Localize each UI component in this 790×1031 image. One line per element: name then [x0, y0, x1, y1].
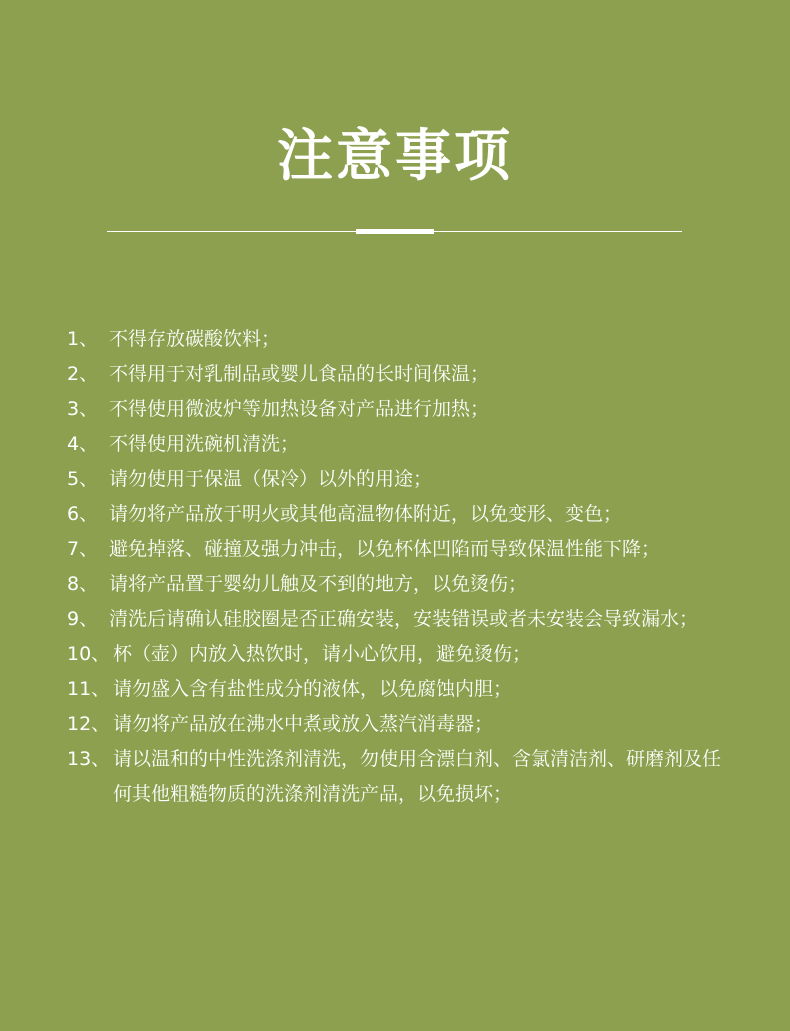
item-text: 避免掉落、碰撞及强力冲击，以免杯体凹陷而导致保温性能下降；: [109, 538, 661, 560]
item-text: 不得使用微波炉等加热设备对产品进行加热；: [109, 398, 490, 420]
item-number: 11、: [67, 678, 111, 700]
item-number: 3、: [67, 398, 99, 420]
list-item: [67, 602, 737, 637]
list-item: [67, 672, 737, 707]
title-divider-accent: [356, 229, 434, 234]
list-item: [67, 742, 737, 812]
list-item: [67, 462, 737, 497]
list-item: [67, 707, 737, 742]
item-text: 不得使用洗碗机清洗；: [109, 433, 300, 455]
page-title: 注意事项: [277, 124, 513, 189]
item-text: 请勿使用于保温（保冷）以外的用途；: [109, 468, 433, 490]
item-number: 2、: [67, 363, 99, 385]
item-text: 清洗后请确认硅胶圈是否正确安装，安装错误或者未安装会导致漏水；: [109, 608, 699, 630]
list-item: [67, 322, 737, 357]
list-item: [67, 427, 737, 462]
item-number: 10、: [67, 643, 111, 665]
item-text: 请以温和的中性洗涤剂清洗，勿使用含漂白剂、含氯清洁剂、研磨剂及任何其他粗糙物质的洗涤剂清洗产品，以免损坏；: [113, 748, 722, 805]
list-item: [67, 497, 737, 532]
item-text: 请勿将产品放于明火或其他高温物体附近，以免变形、变色；: [109, 503, 623, 525]
list-item: [67, 567, 737, 602]
item-number: 13、: [67, 748, 111, 770]
item-text: 请勿将产品放在沸水中煮或放入蒸汽消毒器；: [113, 713, 494, 735]
item-number: 12、: [67, 713, 111, 735]
notice-list: [67, 322, 737, 812]
item-text: 杯（壶）内放入热饮时，请小心饮用，避免烫伤；: [113, 643, 532, 665]
list-item: [67, 532, 737, 567]
item-number: 9、: [67, 608, 99, 630]
item-text: 请勿盛入含有盐性成分的液体，以免腐蚀内胆；: [113, 678, 513, 700]
item-number: 4、: [67, 433, 99, 455]
item-number: 1、: [67, 328, 99, 350]
list-item: [67, 637, 737, 672]
item-text: 不得用于对乳制品或婴儿食品的长时间保温；: [109, 363, 490, 385]
list-item: [67, 357, 737, 392]
item-number: 8、: [67, 573, 99, 595]
item-number: 6、: [67, 503, 99, 525]
item-text: 请将产品置于婴幼儿触及不到的地方，以免烫伤；: [109, 573, 528, 595]
item-text: 不得存放碳酸饮料；: [109, 328, 281, 350]
item-number: 7、: [67, 538, 99, 560]
list-item: [67, 392, 737, 427]
item-number: 5、: [67, 468, 99, 490]
